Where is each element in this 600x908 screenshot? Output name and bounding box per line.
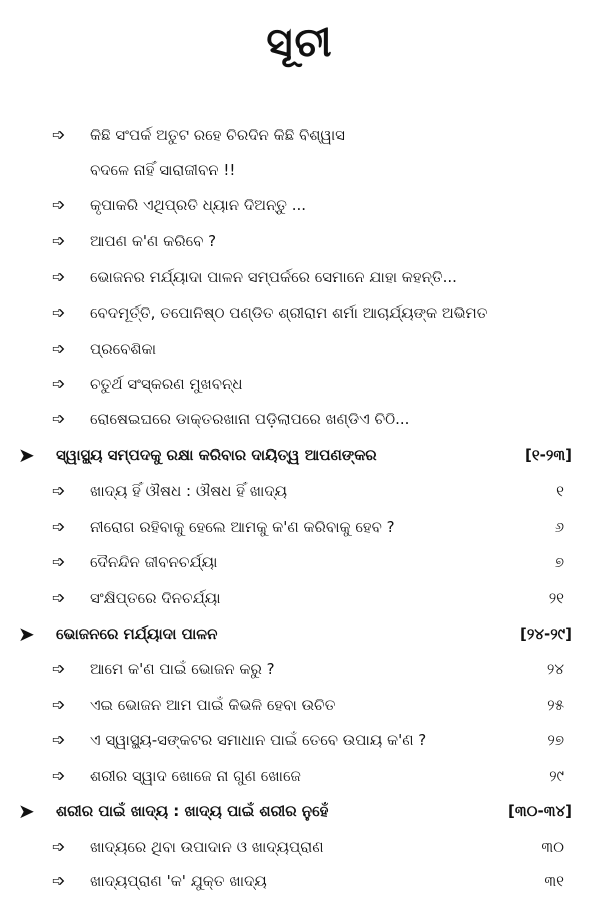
toc-item[interactable]: ➩ ନୀରୋଗ ରହିବାକୁ ହେଲେ ଆମକୁ କ'ଣ କରିବାକୁ ହେବ ? ୬ xyxy=(0,512,600,542)
page-number: ୩୧ xyxy=(544,872,564,890)
toc-item[interactable]: ➩ ଦୈନନ୍ଦିନ ଜୀବନଚର୍ଯ୍ୟା ୭ xyxy=(0,547,600,577)
toc-item[interactable]: ➩ ଶରୀର ସ୍ୱାଦ ଖୋଜେ ନା ଗୁଣ ଖୋଜେ ୨୯ xyxy=(0,761,600,791)
right-arrow-outline-icon: ➩ xyxy=(52,267,66,286)
toc-item[interactable]: ➩ ଖାଦ୍ୟ ହିଁ ଔଷଧ : ଔଷଧ ହିଁ ଖାଦ୍ୟ ୧ xyxy=(0,476,600,506)
right-arrow-outline-icon: ➩ xyxy=(52,871,66,890)
right-arrow-outline-icon: ➩ xyxy=(52,409,66,428)
toc-item[interactable]: ➩ ଆପଣ କ'ଣ କରିବେ ? xyxy=(0,226,600,256)
toc-item[interactable]: ➩ ବେଦମୂର୍ତ୍ତି, ତପୋନିଷ୍ଠ ପଣ୍ଡିତ ଶ୍ରୀରାମ ଶର୍ମା ଆଚାର୍ଯ୍ୟଙ୍କ ଅଭିମତ xyxy=(0,298,600,328)
page-number: ୬ xyxy=(554,518,564,536)
toc-item[interactable]: ➩ ପ୍ରବେଶିକା xyxy=(0,334,600,364)
page-number: ୨୪ xyxy=(546,660,564,678)
page-number: ୧ xyxy=(556,482,564,500)
right-arrow-outline-icon: ➩ xyxy=(52,552,66,571)
right-arrow-outline-icon: ➩ xyxy=(52,125,66,144)
toc-item[interactable]: ➩ ସଂକ୍ଷିପ୍ତରେ ଦିନଚର୍ଯ୍ୟା ୨୧ xyxy=(0,583,600,613)
toc-section-heading[interactable]: ➤ ଭୋଜନରେ ମର୍ଯ୍ୟାଦା ପାଳନ [୨୪-୨୯] xyxy=(0,619,600,649)
toc-item[interactable]: ➩ ଖାଦ୍ୟପ୍ରାଣ 'କ' ଯୁକ୍ତ ଖାଦ୍ୟ ୩୧ xyxy=(0,866,600,896)
toc-item[interactable]: ➩ ରୋଷେଇଘରେ ଡାକ୍ତରଖାନା ପଡ଼ିଲାପରେ ଖଣ୍ଡିଏ ଚିଠି... xyxy=(0,404,600,434)
page-number: ୨୯ xyxy=(549,767,564,785)
toc-item[interactable]: ➩ ଆମେ କ'ଣ ପାଇଁ ଭୋଜନ କରୁ ? ୨୪ xyxy=(0,654,600,684)
page-number: ୩୦ xyxy=(541,838,564,856)
page-number: ୨୫ xyxy=(547,696,564,714)
toc-item[interactable]: ➩ ଏ ସ୍ୱାସ୍ଥ୍ୟ-ସଙ୍କଟର ସମାଧାନ ପାଇଁ ତେବେ ଉପାୟ କ'ଣ ? ୨୭ xyxy=(0,725,600,755)
right-arrow-outline-icon: ➩ xyxy=(52,837,66,856)
toc-item-continuation: ବଦଳେ ନାହିଁ ସାରାଜୀବନ !! xyxy=(90,161,236,179)
toc-section-heading[interactable]: ➤ ଶରୀର ପାଇଁ ଖାଦ୍ୟ : ଖାଦ୍ୟ ପାଇଁ ଶରୀର ନୁହେଁ [୩୦-୩୪] xyxy=(0,796,600,826)
right-arrow-outline-icon: ➩ xyxy=(52,481,66,500)
section-page-range: [୨୪-୨୯] xyxy=(520,625,572,643)
page-number: ୨୧ xyxy=(548,589,564,607)
right-arrow-outline-icon: ➩ xyxy=(52,339,66,358)
page-number: ୨୭ xyxy=(547,731,564,749)
page-number: ୭ xyxy=(554,553,564,571)
arrowhead-icon: ➤ xyxy=(18,443,35,467)
section-page-range: [୧-୨୩] xyxy=(524,446,572,464)
right-arrow-outline-icon: ➩ xyxy=(52,588,66,607)
right-arrow-outline-icon: ➩ xyxy=(52,374,66,393)
right-arrow-outline-icon: ➩ xyxy=(52,303,66,322)
right-arrow-outline-icon: ➩ xyxy=(52,517,66,536)
page-title: ସୂଚୀ xyxy=(266,20,334,66)
toc-section-heading[interactable]: ➤ ସ୍ୱାସ୍ଥ୍ୟ ସମ୍ପଦକୁ ରକ୍ଷା କରିବାର ଦାୟିତ୍ୱ ଆପଣଙ୍କର [୧-୨୩] xyxy=(0,440,600,470)
right-arrow-outline-icon: ➩ xyxy=(52,730,66,749)
section-page-range: [୩୦-୩୪] xyxy=(508,802,572,820)
right-arrow-outline-icon: ➩ xyxy=(52,231,66,250)
toc-item[interactable]: ➩ ଏଇ ଭୋଜନ ଆମ ପାଇଁ କିଭଳି ହେବା ଉଚିତ ୨୫ xyxy=(0,690,600,720)
toc-item[interactable]: ➩ ଭୋଜନର ମର୍ଯ୍ୟାଦା ପାଳନ ସମ୍ପର୍କରେ ସେମାନେ ଯାହା କହନ୍ତି... xyxy=(0,262,600,292)
toc-item[interactable]: ➩ କିଛି ସଂପର୍କ ଅତୁଟ ରହେ ଚିରଦିନ କିଛି ବିଶ୍ୱାସ xyxy=(0,120,600,150)
arrowhead-icon: ➤ xyxy=(18,622,35,646)
toc-item[interactable]: ➩ କୃପାକରି ଏଥିପ୍ରତି ଧ୍ୟାନ ଦିଅନ୍ତୁ ... xyxy=(0,190,600,220)
toc-item[interactable]: ➩ ଚତୁର୍ଥ ସଂସ୍କରଣ ମୁଖବନ୍ଧ xyxy=(0,369,600,399)
arrowhead-icon: ➤ xyxy=(18,799,35,823)
right-arrow-outline-icon: ➩ xyxy=(52,659,66,678)
right-arrow-outline-icon: ➩ xyxy=(52,695,66,714)
toc-item[interactable]: ➩ ଖାଦ୍ୟରେ ଥିବା ଉପାଦାନ ଓ ଖାଦ୍ୟପ୍ରାଣ ୩୦ xyxy=(0,832,600,862)
right-arrow-outline-icon: ➩ xyxy=(52,195,66,214)
right-arrow-outline-icon: ➩ xyxy=(52,766,66,785)
